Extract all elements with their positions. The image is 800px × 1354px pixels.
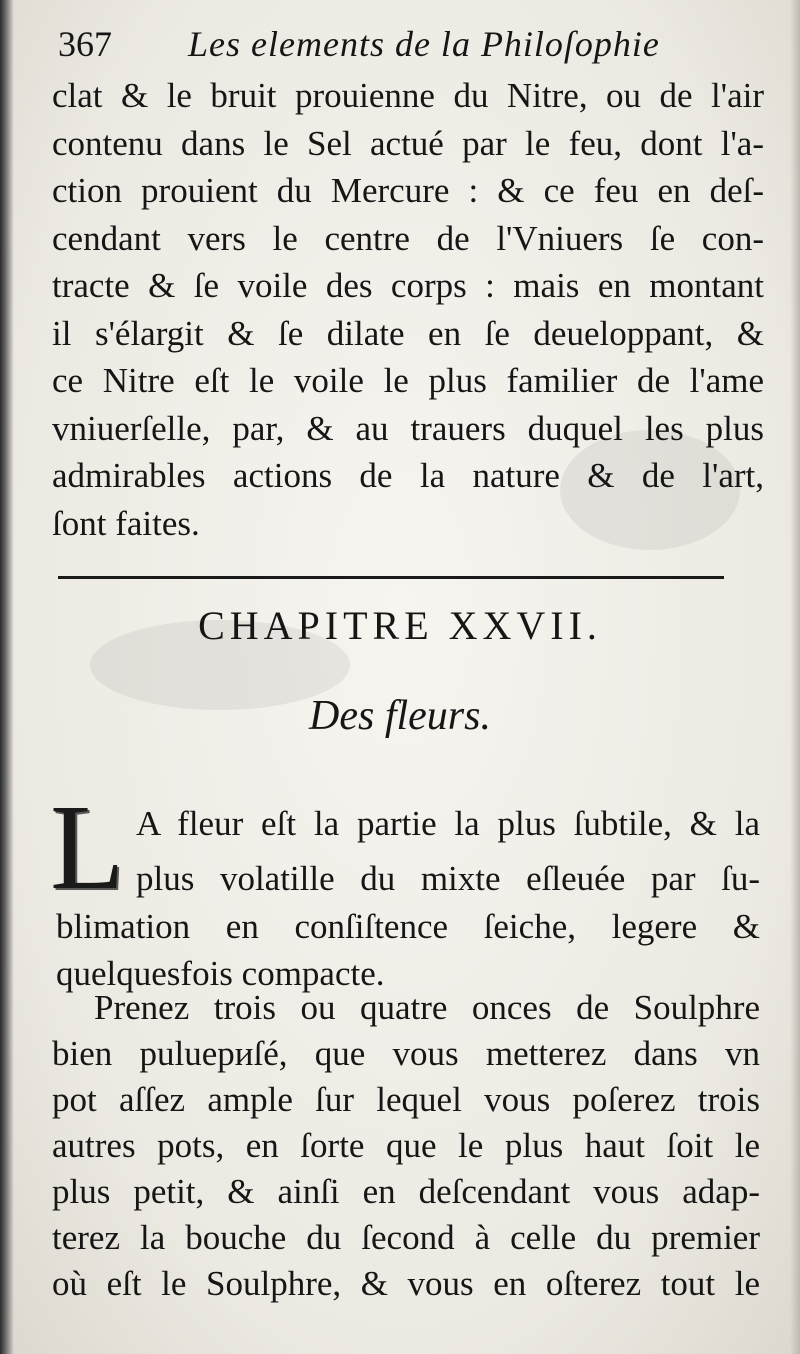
- continuation-paragraph: [52, 72, 764, 547]
- text-line: blimation en conſiſtence ſeiche, legere &: [56, 906, 760, 946]
- text-line: ce Nitre eſt le voile le plus familier de l'ame: [52, 361, 764, 400]
- paragraph-first-line: [136, 800, 760, 848]
- text-line: autres pots, en ſorte que le plus haut ſoit le: [52, 1126, 760, 1165]
- page-number: 367: [58, 24, 112, 64]
- text-line: clat & le bruit prouienne du Nitre, ou de l'air: [52, 76, 764, 115]
- text-line: bien puluериſé, que vous metterez dans vn: [52, 1034, 760, 1073]
- paragraph: [56, 855, 760, 998]
- text-line: terez la bouche du ſecond à celle du premier: [52, 1218, 760, 1257]
- page-gutter-shadow: [0, 0, 14, 1354]
- text-line: il s'élargit & ſe dilate en ſe deueloppant, &: [52, 313, 764, 353]
- text-line: ction prouient du Mercure : & ce feu en deſ-: [52, 171, 764, 210]
- text-line: cendant vers le centre de l'Vniuers ſe con-: [52, 218, 764, 258]
- chapter-title: Des fleurs.: [309, 693, 491, 739]
- text-line: Prenez trois ou quatre onces de Soulphre: [94, 988, 760, 1027]
- text-line: quelquesfois compacte.: [56, 954, 385, 993]
- text-line: pot aſſez ample ſur lequel vous poſerez trois: [52, 1080, 760, 1119]
- text-line: plus volatille du mixte eſleuée par ſu-: [136, 859, 760, 898]
- text-line: vniuerſelle, par, & au trauers duquel les plus: [52, 408, 764, 448]
- text-line: admirables actions de la nature & de l'art,: [52, 456, 764, 495]
- text-line: où eſt le Soulphre, & vous en oſterez tout le: [52, 1264, 760, 1303]
- paragraph: [52, 985, 760, 1307]
- chapter-heading: CHAPITRE XXVII.: [198, 603, 602, 648]
- section-rule: [58, 576, 724, 579]
- text-line: plus petit, & ainſi en deſcendant vous adap-: [52, 1172, 760, 1211]
- text-line: A fleur eſt la partie la plus ſubtile, & la: [136, 804, 760, 843]
- text-line: tracte & ſe voile des corps : mais en montant: [52, 266, 764, 305]
- text-line: ſont faites.: [52, 503, 200, 543]
- drop-cap: L: [50, 780, 125, 915]
- page-edge: [790, 0, 800, 1354]
- running-title: Les elements de la Philoſophie: [188, 24, 660, 64]
- text-line: contenu dans le Sel actué par le feu, dont l'a-: [52, 123, 764, 163]
- running-header: [58, 14, 758, 74]
